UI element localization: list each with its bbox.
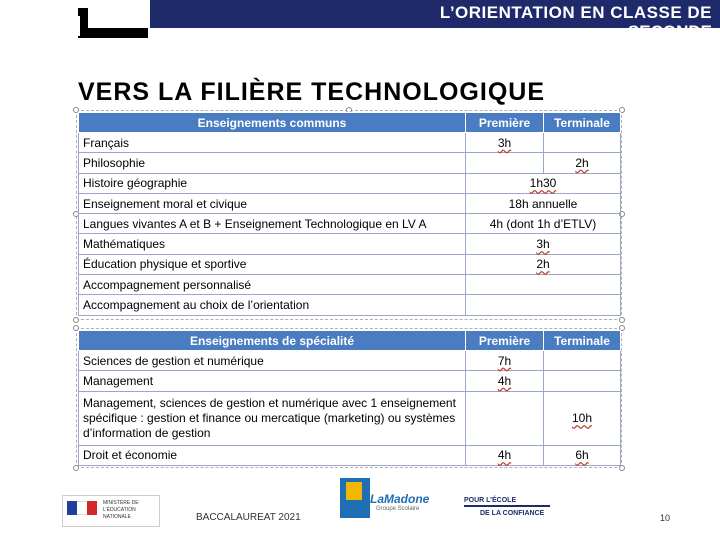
resize-handle[interactable] <box>619 465 625 471</box>
page-number: 10 <box>660 513 671 523</box>
premiere-cell: 3h <box>466 133 544 153</box>
table-row <box>79 214 621 234</box>
resize-handle[interactable] <box>73 465 79 471</box>
hours-cell: 18h annuelle <box>466 193 621 213</box>
terminale-cell: 6h <box>544 445 621 465</box>
table-row <box>79 391 621 445</box>
premiere-cell: 4h <box>466 445 544 465</box>
column-header-subject: Enseignements de spécialité <box>79 331 466 351</box>
column-header-terminale: Terminale <box>544 331 621 351</box>
table-row <box>79 371 621 391</box>
subject-cell: Accompagnement au choix de l’orientation <box>79 295 466 315</box>
hours-cell <box>466 295 621 315</box>
subject-cell: Histoire géographie <box>79 173 466 193</box>
madone-logo <box>340 478 430 526</box>
page-title: VERS LA FILIÈRE TECHNOLOGIQUE <box>78 78 545 106</box>
corner-logo-tab <box>72 16 80 36</box>
ecole-line1: POUR L’ÉCOLE <box>464 497 517 504</box>
hours-cell: 1h30 <box>466 173 621 193</box>
column-header-subject: Enseignements communs <box>79 113 466 133</box>
madone-logo-accent <box>346 482 362 500</box>
hours-cell <box>466 275 621 295</box>
subject-cell: Droit et économie <box>79 445 466 465</box>
table-row <box>79 295 621 315</box>
subject-cell: Langues vivantes A et B + Enseignement Technologique en LV A <box>79 214 466 234</box>
specialty-courses-table <box>78 330 621 466</box>
table-header-row <box>79 113 621 133</box>
table-row <box>79 173 621 193</box>
column-header-premiere: Première <box>466 113 544 133</box>
table-row <box>79 254 621 274</box>
french-flag-icon <box>67 501 97 515</box>
ecole-line2: DE LA CONFIANCE <box>480 510 545 517</box>
column-header-terminale: Terminale <box>544 113 621 133</box>
terminale-cell <box>544 133 621 153</box>
hours-cell: 4h (dont 1h d’ETLV) <box>466 214 621 234</box>
table-header-row <box>79 331 621 351</box>
premiere-cell <box>466 391 544 445</box>
ministry-text: MINISTÈRE DE L’ÉDUCATION NATIONALE <box>103 500 139 520</box>
common-courses-table <box>78 112 621 316</box>
table-row <box>79 193 621 213</box>
table-row <box>79 153 621 173</box>
hours-cell: 3h <box>466 234 621 254</box>
madone-logo-name: LaMadone <box>370 492 430 506</box>
subject-cell: Accompagnement personnalisé <box>79 275 466 295</box>
header-title-continuation: SECONDE <box>627 22 712 41</box>
column-header-premiere: Première <box>466 331 544 351</box>
header-title: L’ORIENTATION EN CLASSE DE <box>439 3 712 22</box>
ministry-logo <box>62 495 160 527</box>
premiere-cell: 7h <box>466 351 544 371</box>
subject-cell: Éducation physique et sportive <box>79 254 466 274</box>
terminale-cell: 10h <box>544 391 621 445</box>
table-row <box>79 351 621 371</box>
table-row <box>79 445 621 465</box>
resize-handle[interactable] <box>619 317 625 323</box>
premiere-cell <box>466 153 544 173</box>
premiere-cell: 4h <box>466 371 544 391</box>
table-row <box>79 133 621 153</box>
table-row <box>79 234 621 254</box>
terminale-cell: 2h <box>544 153 621 173</box>
subject-cell: Sciences de gestion et numérique <box>79 351 466 371</box>
subject-cell: Enseignement moral et civique <box>79 193 466 213</box>
terminale-cell <box>544 351 621 371</box>
subject-cell: Philosophie <box>79 153 466 173</box>
header-blue-band <box>150 0 720 41</box>
footer-bac-label: BACCALAUREAT 2021 <box>196 512 301 523</box>
hours-cell: 2h <box>466 254 621 274</box>
corner-logo-mark <box>78 8 148 38</box>
madone-logo-sub: Groupe Scolaire <box>376 506 420 512</box>
subject-cell: Management <box>79 371 466 391</box>
resize-handle[interactable] <box>73 317 79 323</box>
ecole-confiance-logo <box>464 497 552 523</box>
top-header-bar <box>0 0 720 41</box>
terminale-cell <box>544 371 621 391</box>
subject-cell: Management, sciences de gestion et numérique avec 1 enseignement spécifique : gestion et finance ou mercatique (marketing) ou systèmes d’information de gestion <box>79 391 466 445</box>
subject-cell: Français <box>79 133 466 153</box>
subject-cell: Mathématiques <box>79 234 466 254</box>
table-row <box>79 275 621 295</box>
ecole-divider <box>464 505 550 507</box>
